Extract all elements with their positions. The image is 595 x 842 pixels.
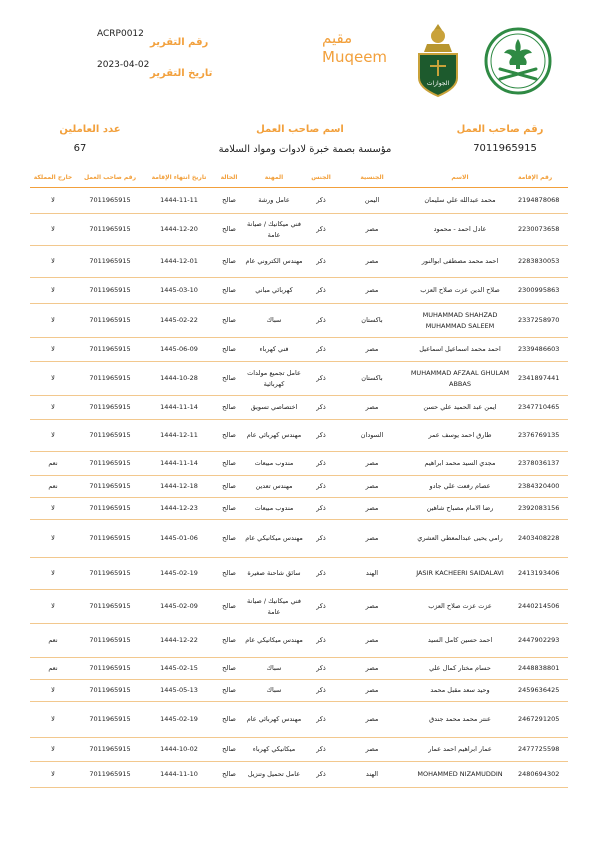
- iqama-cell: 2448838801: [514, 658, 568, 680]
- outside-cell: لا: [30, 246, 76, 278]
- outside-cell: لا: [30, 680, 76, 702]
- employer-name-label: اسم صاحب العمل: [256, 124, 344, 135]
- outside-cell: لا: [30, 278, 76, 304]
- jawazat-logo-text: الجوازات: [426, 80, 450, 87]
- expiry-cell: 1445-03-10: [144, 278, 214, 304]
- occupation-cell: سباك: [244, 658, 304, 680]
- workers-count: 67: [73, 143, 87, 154]
- name-cell: عمار ابراهيم احمد عمار: [406, 738, 514, 762]
- gender-cell: ذكر: [304, 498, 338, 520]
- employer-number-cell: 7011965915: [76, 476, 144, 498]
- outside-cell: لا: [30, 558, 76, 590]
- employer-number-cell: 7011965915: [76, 762, 144, 788]
- expiry-cell: 1444-12-18: [144, 476, 214, 498]
- status-cell: صالح: [214, 420, 244, 452]
- gender-cell: ذكر: [304, 590, 338, 624]
- status-cell: صالح: [214, 188, 244, 214]
- iqama-cell: 2283830053: [514, 246, 568, 278]
- name-cell: عادل احمد - محمود: [406, 214, 514, 246]
- gender-cell: ذكر: [304, 452, 338, 476]
- gender-cell: ذكر: [304, 558, 338, 590]
- outside-cell: لا: [30, 738, 76, 762]
- gender-cell: ذكر: [304, 304, 338, 338]
- nationality-cell: باكستان: [338, 362, 406, 396]
- name-cell: احمد محمد اسماعيل اسماعيل: [406, 338, 514, 362]
- employer-number-cell: 7011965915: [76, 214, 144, 246]
- report-date: 2023-04-02: [97, 60, 150, 70]
- table-row: [30, 476, 568, 498]
- employer-number-cell: 7011965915: [76, 338, 144, 362]
- outside-cell: لا: [30, 214, 76, 246]
- outside-cell: نعم: [30, 476, 76, 498]
- nationality-cell: مصر: [338, 498, 406, 520]
- iqama-cell: 2194878068: [514, 188, 568, 214]
- gender-cell: ذكر: [304, 762, 338, 788]
- table-row: [30, 624, 568, 658]
- occupation-cell: عامل تجميع مولدات كهربائية: [244, 362, 304, 396]
- outside-cell: لا: [30, 396, 76, 420]
- table-row: [30, 188, 568, 214]
- nationality-cell: اليمن: [338, 188, 406, 214]
- occupation-cell: مهندس كهربائي عام: [244, 702, 304, 738]
- status-cell: صالح: [214, 246, 244, 278]
- employer-number-cell: 7011965915: [76, 278, 144, 304]
- employer-number-cell: 7011965915: [76, 396, 144, 420]
- gender-cell: ذكر: [304, 520, 338, 558]
- expiry-cell: 1445-01-06: [144, 520, 214, 558]
- nationality-cell: مصر: [338, 396, 406, 420]
- occupation-cell: كهربائي مباني: [244, 278, 304, 304]
- name-cell: MUHAMMAD SHAHZAD MUHAMMAD SALEEM: [406, 304, 514, 338]
- iqama-cell: 2480694302: [514, 762, 568, 788]
- outside-cell: لا: [30, 520, 76, 558]
- employer-number-cell: 7011965915: [76, 246, 144, 278]
- name-cell: وحيد سعد مقبل محمد: [406, 680, 514, 702]
- status-cell: صالح: [214, 738, 244, 762]
- occupation-cell: سباك: [244, 680, 304, 702]
- table-row: [30, 558, 568, 590]
- table-row: [30, 498, 568, 520]
- column-header-status: الحالة: [214, 168, 244, 188]
- table-row: [30, 396, 568, 420]
- outside-cell: لا: [30, 188, 76, 214]
- table-row: [30, 702, 568, 738]
- gender-cell: ذكر: [304, 702, 338, 738]
- name-cell: MUHAMMAD AFZAAL GHULAM ABBAS: [406, 362, 514, 396]
- nationality-cell: مصر: [338, 452, 406, 476]
- expiry-cell: 1444-10-28: [144, 362, 214, 396]
- nationality-cell: مصر: [338, 338, 406, 362]
- expiry-cell: 1444-11-14: [144, 396, 214, 420]
- jawazat-logo-icon: [413, 22, 463, 98]
- employer-number-cell: 7011965915: [76, 558, 144, 590]
- column-header-gender: الجنس: [304, 168, 338, 188]
- expiry-cell: 1444-12-20: [144, 214, 214, 246]
- table-row: [30, 304, 568, 338]
- status-cell: صالح: [214, 658, 244, 680]
- expiry-cell: 1445-02-19: [144, 558, 214, 590]
- gender-cell: ذكر: [304, 680, 338, 702]
- employer-number-cell: 7011965915: [76, 658, 144, 680]
- muqeem-logo-arabic: مقيم: [322, 29, 353, 47]
- table-row: [30, 452, 568, 476]
- status-cell: صالح: [214, 278, 244, 304]
- employer-number-cell: 7011965915: [76, 520, 144, 558]
- status-cell: صالح: [214, 304, 244, 338]
- expiry-cell: 1445-02-09: [144, 590, 214, 624]
- nationality-cell: السودان: [338, 420, 406, 452]
- iqama-cell: 2230073658: [514, 214, 568, 246]
- status-cell: صالح: [214, 680, 244, 702]
- employer-name: مؤسسة بصمة خبرة لادوات ومواد السلامة: [218, 144, 392, 155]
- occupation-cell: ميكانيكي كهرباء: [244, 738, 304, 762]
- outside-cell: لا: [30, 304, 76, 338]
- gender-cell: ذكر: [304, 278, 338, 304]
- expiry-cell: 1444-12-01: [144, 246, 214, 278]
- column-header-occupation: المهنة: [244, 168, 304, 188]
- column-header-employer-number: رقم صاحب العمل: [76, 168, 144, 188]
- outside-cell: لا: [30, 338, 76, 362]
- employer-number-cell: 7011965915: [76, 362, 144, 396]
- occupation-cell: مهندس الكتروني عام: [244, 246, 304, 278]
- status-cell: صالح: [214, 396, 244, 420]
- gender-cell: ذكر: [304, 738, 338, 762]
- employees-table: [30, 168, 568, 788]
- occupation-cell: مهندس تعدين: [244, 476, 304, 498]
- expiry-cell: 1445-02-22: [144, 304, 214, 338]
- workers-count-label: عدد العاملين: [59, 124, 121, 135]
- name-cell: عزت عزت صلاح العزب: [406, 590, 514, 624]
- occupation-cell: مندوب مبيعات: [244, 452, 304, 476]
- status-cell: صالح: [214, 558, 244, 590]
- occupation-cell: عامل ورشة: [244, 188, 304, 214]
- occupation-cell: فني ميكانيك / صيانة عامة: [244, 214, 304, 246]
- employer-number-cell: 7011965915: [76, 624, 144, 658]
- gender-cell: ذكر: [304, 396, 338, 420]
- expiry-cell: 1445-05-13: [144, 680, 214, 702]
- iqama-cell: 2300995863: [514, 278, 568, 304]
- expiry-cell: 1444-11-10: [144, 762, 214, 788]
- iqama-cell: 2341897441: [514, 362, 568, 396]
- table-row: [30, 278, 568, 304]
- gender-cell: ذكر: [304, 214, 338, 246]
- outside-cell: نعم: [30, 624, 76, 658]
- employer-number-cell: 7011965915: [76, 590, 144, 624]
- employer-number-cell: 7011965915: [76, 188, 144, 214]
- nationality-cell: مصر: [338, 680, 406, 702]
- name-cell: صلاح الدين عزت صلاح العزب: [406, 278, 514, 304]
- gender-cell: ذكر: [304, 624, 338, 658]
- status-cell: صالح: [214, 214, 244, 246]
- nationality-cell: مصر: [338, 590, 406, 624]
- table-row: [30, 338, 568, 362]
- status-cell: صالح: [214, 624, 244, 658]
- muqeem-logo-english: Muqeem: [322, 48, 388, 66]
- iqama-cell: 2403408228: [514, 520, 568, 558]
- nationality-cell: الهند: [338, 762, 406, 788]
- employer-number-cell: 7011965915: [76, 738, 144, 762]
- expiry-cell: 1444-10-02: [144, 738, 214, 762]
- gender-cell: ذكر: [304, 338, 338, 362]
- table-row: [30, 246, 568, 278]
- outside-cell: لا: [30, 420, 76, 452]
- outside-cell: لا: [30, 362, 76, 396]
- occupation-cell: مندوب مبيعات: [244, 498, 304, 520]
- nationality-cell: الهند: [338, 558, 406, 590]
- name-cell: طارق احمد يوسف عمر: [406, 420, 514, 452]
- table-row: [30, 738, 568, 762]
- column-header-iqama-expiry: تاريخ انتهاء الإقامة: [144, 168, 214, 188]
- report-number: ACRP0012: [97, 29, 144, 39]
- nationality-cell: مصر: [338, 246, 406, 278]
- expiry-cell: 1445-02-15: [144, 658, 214, 680]
- gender-cell: ذكر: [304, 362, 338, 396]
- iqama-cell: 2459636425: [514, 680, 568, 702]
- name-cell: رامي يحيى عبدالمعطي العشري: [406, 520, 514, 558]
- nationality-cell: مصر: [338, 520, 406, 558]
- iqama-cell: 2440214506: [514, 590, 568, 624]
- occupation-cell: فني كهرباء: [244, 338, 304, 362]
- iqama-cell: 2413193406: [514, 558, 568, 590]
- employer-number-cell: 7011965915: [76, 420, 144, 452]
- table-row: [30, 680, 568, 702]
- outside-cell: لا: [30, 498, 76, 520]
- name-cell: رضا الامام مصباح شاهين: [406, 498, 514, 520]
- column-header-name: الاسم: [406, 168, 514, 188]
- expiry-cell: 1444-12-22: [144, 624, 214, 658]
- name-cell: عنتر محمد محمد جندق: [406, 702, 514, 738]
- expiry-cell: 1444-12-11: [144, 420, 214, 452]
- occupation-cell: فني ميكانيك / صيانة عامة: [244, 590, 304, 624]
- gender-cell: ذكر: [304, 420, 338, 452]
- name-cell: محمد عبدالله علي سليمان: [406, 188, 514, 214]
- nationality-cell: مصر: [338, 702, 406, 738]
- outside-cell: نعم: [30, 658, 76, 680]
- occupation-cell: اختصاصي تسويق: [244, 396, 304, 420]
- iqama-cell: 2376769135: [514, 420, 568, 452]
- report-number-label: رقم التقرير: [150, 37, 209, 48]
- name-cell: احمد محمد مصطفى ابوالنور: [406, 246, 514, 278]
- status-cell: صالح: [214, 520, 244, 558]
- outside-cell: لا: [30, 762, 76, 788]
- table-row: [30, 362, 568, 396]
- expiry-cell: 1444-12-23: [144, 498, 214, 520]
- report-date-label: تاريخ التقرير: [150, 68, 213, 79]
- status-cell: صالح: [214, 338, 244, 362]
- iqama-cell: 2477725598: [514, 738, 568, 762]
- table-row: [30, 762, 568, 788]
- iqama-cell: 2339486603: [514, 338, 568, 362]
- table-row: [30, 658, 568, 680]
- column-header-iqama-number: رقم الإقامة: [514, 168, 568, 188]
- gender-cell: ذكر: [304, 188, 338, 214]
- nationality-cell: مصر: [338, 278, 406, 304]
- expiry-cell: 1444-11-11: [144, 188, 214, 214]
- status-cell: صالح: [214, 498, 244, 520]
- gender-cell: ذكر: [304, 658, 338, 680]
- occupation-cell: مهندس ميكانيكي عام: [244, 520, 304, 558]
- nationality-cell: مصر: [338, 214, 406, 246]
- gender-cell: ذكر: [304, 246, 338, 278]
- employer-number-cell: 7011965915: [76, 680, 144, 702]
- table-row: [30, 520, 568, 558]
- outside-cell: لا: [30, 590, 76, 624]
- name-cell: حسام مختار كمال علي: [406, 658, 514, 680]
- column-header-nationality: الجنسية: [338, 168, 406, 188]
- iqama-cell: 2337258970: [514, 304, 568, 338]
- name-cell: MOHAMMED NIZAMUDDIN: [406, 762, 514, 788]
- status-cell: صالح: [214, 702, 244, 738]
- iqama-cell: 2347710465: [514, 396, 568, 420]
- name-cell: JASIR KACHEERI SAIDALAVI: [406, 558, 514, 590]
- iqama-cell: 2392083156: [514, 498, 568, 520]
- expiry-cell: 1444-11-14: [144, 452, 214, 476]
- occupation-cell: سائق شاحنة صغيرة: [244, 558, 304, 590]
- iqama-cell: 2378036137: [514, 452, 568, 476]
- status-cell: صالح: [214, 362, 244, 396]
- table-row: [30, 590, 568, 624]
- name-cell: مجدي السيد محمد ابراهيم: [406, 452, 514, 476]
- table-row: [30, 420, 568, 452]
- expiry-cell: 1445-02-19: [144, 702, 214, 738]
- nationality-cell: باكستان: [338, 304, 406, 338]
- expiry-cell: 1445-06-09: [144, 338, 214, 362]
- status-cell: صالح: [214, 590, 244, 624]
- employer-number-label: رقم صاحب العمل: [456, 124, 544, 135]
- table-header-row: [30, 168, 568, 188]
- nationality-cell: مصر: [338, 658, 406, 680]
- employer-number-cell: 7011965915: [76, 498, 144, 520]
- iqama-cell: 2467291205: [514, 702, 568, 738]
- outside-cell: نعم: [30, 452, 76, 476]
- nationality-cell: مصر: [338, 738, 406, 762]
- nationality-cell: مصر: [338, 476, 406, 498]
- status-cell: صالح: [214, 452, 244, 476]
- iqama-cell: 2447902293: [514, 624, 568, 658]
- table-row: [30, 214, 568, 246]
- employer-number-cell: 7011965915: [76, 304, 144, 338]
- nationality-cell: مصر: [338, 624, 406, 658]
- employer-number-cell: 7011965915: [76, 702, 144, 738]
- name-cell: عصام رفعت علي جادو: [406, 476, 514, 498]
- occupation-cell: عامل تحميل وتنزيل: [244, 762, 304, 788]
- occupation-cell: سباك: [244, 304, 304, 338]
- occupation-cell: مهندس كهربائي عام: [244, 420, 304, 452]
- occupation-cell: مهندس ميكانيكي عام: [244, 624, 304, 658]
- status-cell: صالح: [214, 476, 244, 498]
- name-cell: احمد حسين كامل السيد: [406, 624, 514, 658]
- saudi-emblem-icon: [484, 27, 552, 95]
- iqama-cell: 2384320400: [514, 476, 568, 498]
- name-cell: ايمن عبد الحميد علي حسن: [406, 396, 514, 420]
- gender-cell: ذكر: [304, 476, 338, 498]
- employer-number: 7011965915: [473, 143, 537, 154]
- column-header-outside: خارج المملكة: [30, 168, 76, 188]
- outside-cell: لا: [30, 702, 76, 738]
- employer-number-cell: 7011965915: [76, 452, 144, 476]
- status-cell: صالح: [214, 762, 244, 788]
